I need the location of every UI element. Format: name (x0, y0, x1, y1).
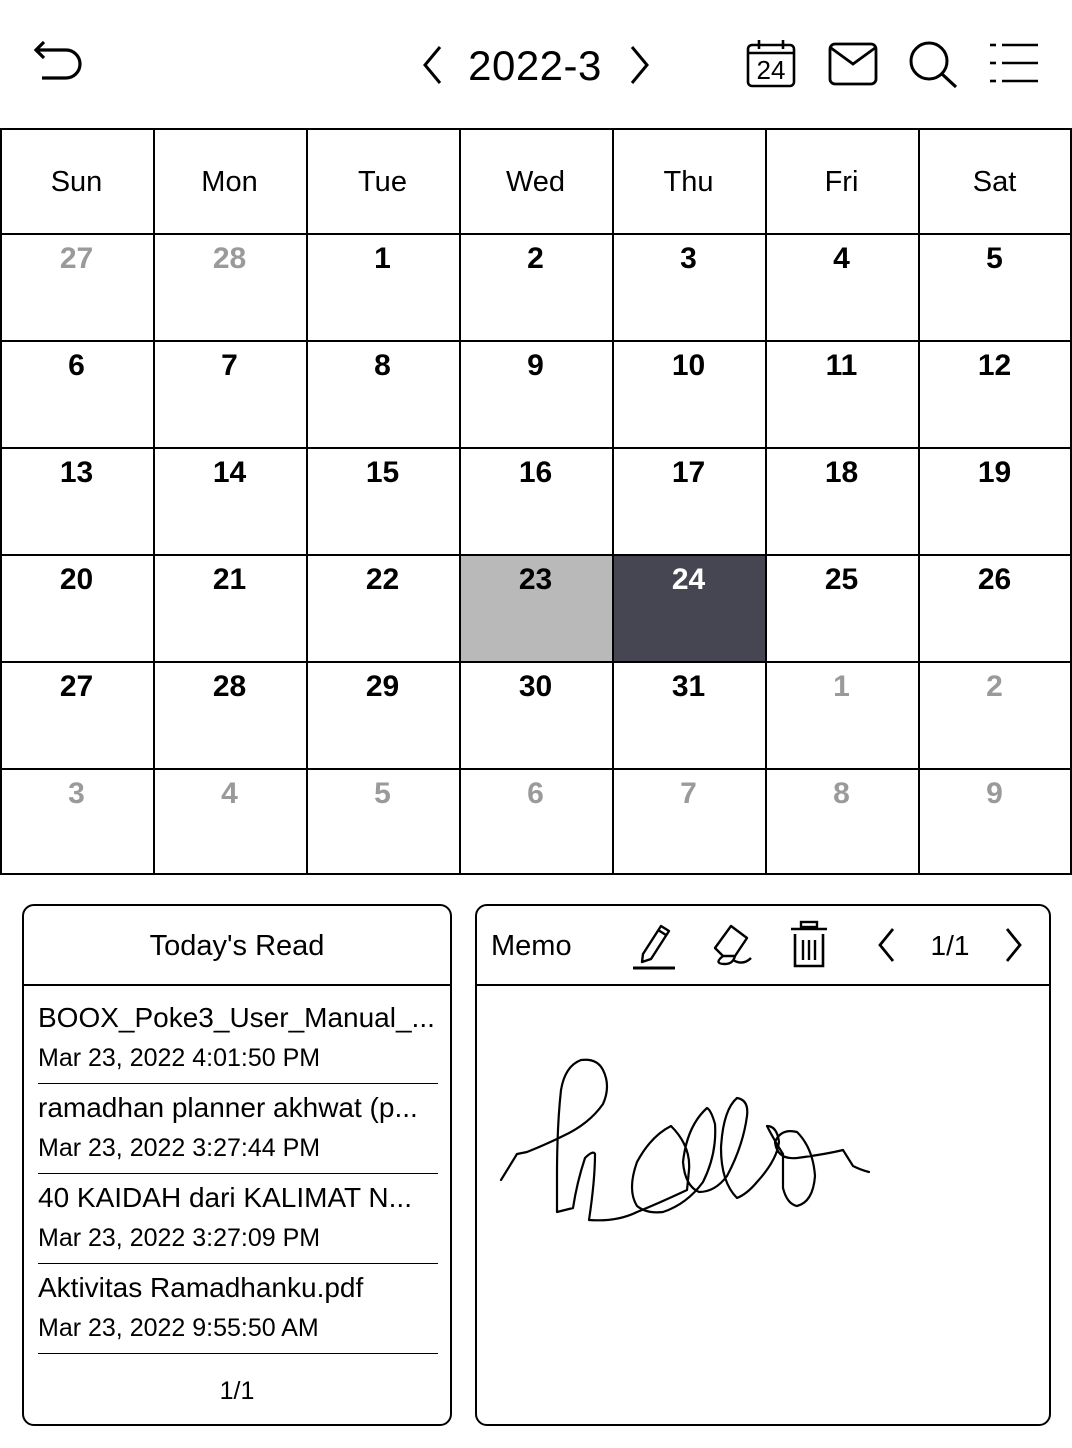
memo-panel (475, 904, 1051, 1426)
calendar-day[interactable] (918, 340, 1071, 447)
calendar-day-number: 2 (986, 670, 1003, 703)
today-day-number: 24 (756, 55, 786, 85)
calendar-day[interactable] (765, 233, 918, 340)
read-item-date: Mar 23, 2022 3:27:09 PM (38, 1224, 321, 1252)
calendar-day[interactable] (0, 447, 153, 554)
calendar-day[interactable] (306, 447, 459, 554)
pen-icon[interactable] (631, 920, 677, 970)
calendar-day-number: 9 (986, 777, 1003, 810)
calendar-gridline (306, 128, 308, 875)
memo-page-indicator: 1/1 (930, 930, 970, 961)
calendar-gridline (918, 128, 920, 875)
calendar-day-selected[interactable] (459, 554, 612, 661)
calendar-day-number: 17 (671, 456, 706, 489)
calendar-day[interactable] (153, 554, 306, 661)
calendar-day[interactable] (153, 233, 306, 340)
list-menu-icon[interactable] (988, 42, 1040, 84)
calendar-day-number: 27 (59, 670, 94, 703)
read-list-item[interactable] (38, 1263, 438, 1354)
calendar-day[interactable] (612, 768, 765, 875)
calendar-day-number: 5 (374, 777, 391, 810)
memo-next-chevron-right-icon[interactable] (1001, 926, 1025, 964)
calendar-day[interactable] (153, 661, 306, 768)
memo-title: Memo (491, 930, 572, 962)
weekday-header-wed: Wed (505, 166, 566, 198)
todays-read-title: Today's Read (149, 930, 325, 962)
memo-header (477, 906, 1049, 986)
calendar-day-number: 8 (833, 777, 850, 810)
calendar-day[interactable] (306, 661, 459, 768)
calendar-day[interactable] (153, 768, 306, 875)
calendar-gridline (0, 661, 1072, 663)
calendar-day-number: 29 (365, 670, 400, 703)
calendar-day[interactable] (918, 447, 1071, 554)
month-calendar-grid (0, 128, 1072, 875)
calendar-day[interactable] (306, 554, 459, 661)
calendar-day-number: 15 (365, 456, 400, 489)
weekday-header-sun: Sun (50, 166, 103, 198)
calendar-day-number: 20 (59, 563, 94, 596)
weekday-header-sat: Sat (972, 166, 1017, 198)
calendar-day[interactable] (765, 447, 918, 554)
calendar-day-number: 8 (374, 349, 391, 382)
read-list-item[interactable] (38, 993, 438, 1084)
calendar-day[interactable] (459, 340, 612, 447)
calendar-day-number: 3 (680, 242, 697, 275)
calendar-day[interactable] (612, 233, 765, 340)
search-icon[interactable] (908, 40, 960, 90)
calendar-day-number: 23 (518, 563, 553, 596)
calendar-day-number: 4 (833, 242, 850, 275)
calendar-day-number: 22 (365, 563, 400, 596)
calendar-day[interactable] (765, 554, 918, 661)
read-page-indicator: 1/1 (219, 1377, 255, 1405)
calendar-day-number: 31 (671, 670, 706, 703)
calendar-day[interactable] (0, 661, 153, 768)
calendar-day-number: 5 (986, 242, 1003, 275)
trash-icon[interactable] (789, 920, 829, 970)
calendar-day-today[interactable] (612, 554, 765, 661)
calendar-gridline (153, 128, 155, 875)
calendar-day[interactable] (0, 768, 153, 875)
prev-month-chevron-left-icon[interactable] (420, 44, 446, 86)
weekday-header-fri: Fri (824, 166, 859, 198)
read-item-date: Mar 23, 2022 3:27:44 PM (38, 1134, 321, 1162)
calendar-day[interactable] (306, 340, 459, 447)
read-list-item[interactable] (38, 1173, 438, 1264)
weekday-header-mon: Mon (201, 166, 258, 198)
calendar-day-number: 6 (527, 777, 544, 810)
calendar-day-number: 9 (527, 349, 544, 382)
calendar-day-number: 10 (671, 349, 706, 382)
calendar-day[interactable] (0, 554, 153, 661)
calendar-day[interactable] (153, 340, 306, 447)
calendar-gridline (0, 554, 1072, 556)
read-item-name: BOOX_Poke3_User_Manual_... (38, 1002, 435, 1033)
calendar-gridline (0, 768, 1072, 770)
today-calendar-button[interactable] (746, 38, 796, 88)
calendar-day-number: 12 (977, 349, 1012, 382)
calendar-day-number: 28 (212, 670, 247, 703)
memo-handwriting-canvas[interactable] (477, 986, 1049, 1426)
calendar-gridline (0, 128, 1072, 130)
calendar-day-number: 28 (212, 242, 247, 275)
calendar-day[interactable] (459, 661, 612, 768)
calendar-day-number: 2 (527, 242, 544, 275)
calendar-day-number: 24 (671, 563, 706, 596)
calendar-gridline (0, 340, 1072, 342)
weekday-header-tue: Tue (358, 166, 407, 198)
calendar-day-number: 27 (59, 242, 94, 275)
calendar-day[interactable] (153, 447, 306, 554)
calendar-gridline (0, 233, 1072, 235)
calendar-day-number: 16 (518, 456, 553, 489)
calendar-day[interactable] (459, 233, 612, 340)
calendar-day[interactable] (918, 661, 1071, 768)
calendar-day[interactable] (612, 661, 765, 768)
mail-icon[interactable] (828, 42, 878, 86)
calendar-day[interactable] (459, 447, 612, 554)
read-item-date: Mar 23, 2022 4:01:50 PM (38, 1044, 321, 1072)
calendar-day[interactable] (0, 233, 153, 340)
calendar-day-number: 21 (212, 563, 247, 596)
read-item-name: 40 KAIDAH dari KALIMAT N... (38, 1182, 412, 1213)
month-title[interactable]: 2022-3 (468, 42, 602, 89)
calendar-day-number: 1 (374, 242, 391, 275)
calendar-day-number: 14 (212, 456, 247, 489)
calendar-day-number: 25 (824, 563, 859, 596)
calendar-day[interactable] (765, 340, 918, 447)
calendar-gridline (612, 128, 614, 875)
calendar-day[interactable] (765, 661, 918, 768)
todays-read-header (24, 906, 450, 986)
calendar-day-number: 1 (833, 670, 850, 703)
read-item-name: ramadhan planner akhwat (p... (38, 1092, 418, 1123)
todays-read-panel (22, 904, 452, 1426)
calendar-day[interactable] (459, 768, 612, 875)
back-arrow-icon[interactable] (30, 40, 84, 88)
memo-prev-chevron-left-icon[interactable] (875, 926, 899, 964)
calendar-day[interactable] (918, 554, 1071, 661)
calendar-day[interactable] (306, 768, 459, 875)
calendar-day-number: 7 (680, 777, 697, 810)
calendar-day-number: 13 (59, 456, 94, 489)
calendar-day[interactable] (306, 233, 459, 340)
calendar-gridline (459, 128, 461, 875)
top-toolbar (0, 0, 1072, 128)
calendar-gridline (765, 128, 767, 875)
read-item-name: Aktivitas Ramadhanku.pdf (38, 1272, 364, 1303)
calendar-day-number: 18 (824, 456, 859, 489)
calendar-day[interactable] (918, 768, 1071, 875)
calendar-day[interactable] (612, 447, 765, 554)
calendar-day-number: 6 (68, 349, 85, 382)
handwriting-stroke (501, 1060, 869, 1221)
calendar-day-number: 3 (68, 777, 85, 810)
next-month-chevron-right-icon[interactable] (626, 44, 652, 86)
weekday-header-thu: Thu (663, 166, 714, 198)
read-item-date: Mar 23, 2022 9:55:50 AM (38, 1314, 319, 1342)
calendar-day-number: 4 (221, 777, 238, 810)
calendar-day-number: 30 (518, 670, 553, 703)
calendar-day[interactable] (612, 340, 765, 447)
calendar-day[interactable] (918, 233, 1071, 340)
calendar-day[interactable] (765, 768, 918, 875)
eraser-icon[interactable] (709, 920, 755, 970)
calendar-gridline (0, 873, 1072, 875)
calendar-day-number: 7 (221, 349, 238, 382)
read-list-item[interactable] (38, 1083, 438, 1174)
calendar-day-number: 19 (977, 456, 1012, 489)
calendar-day[interactable] (0, 340, 153, 447)
calendar-day-number: 26 (977, 563, 1012, 596)
calendar-day-number: 11 (825, 349, 858, 382)
calendar-gridline (0, 447, 1072, 449)
calendar-gridline (0, 128, 2, 875)
